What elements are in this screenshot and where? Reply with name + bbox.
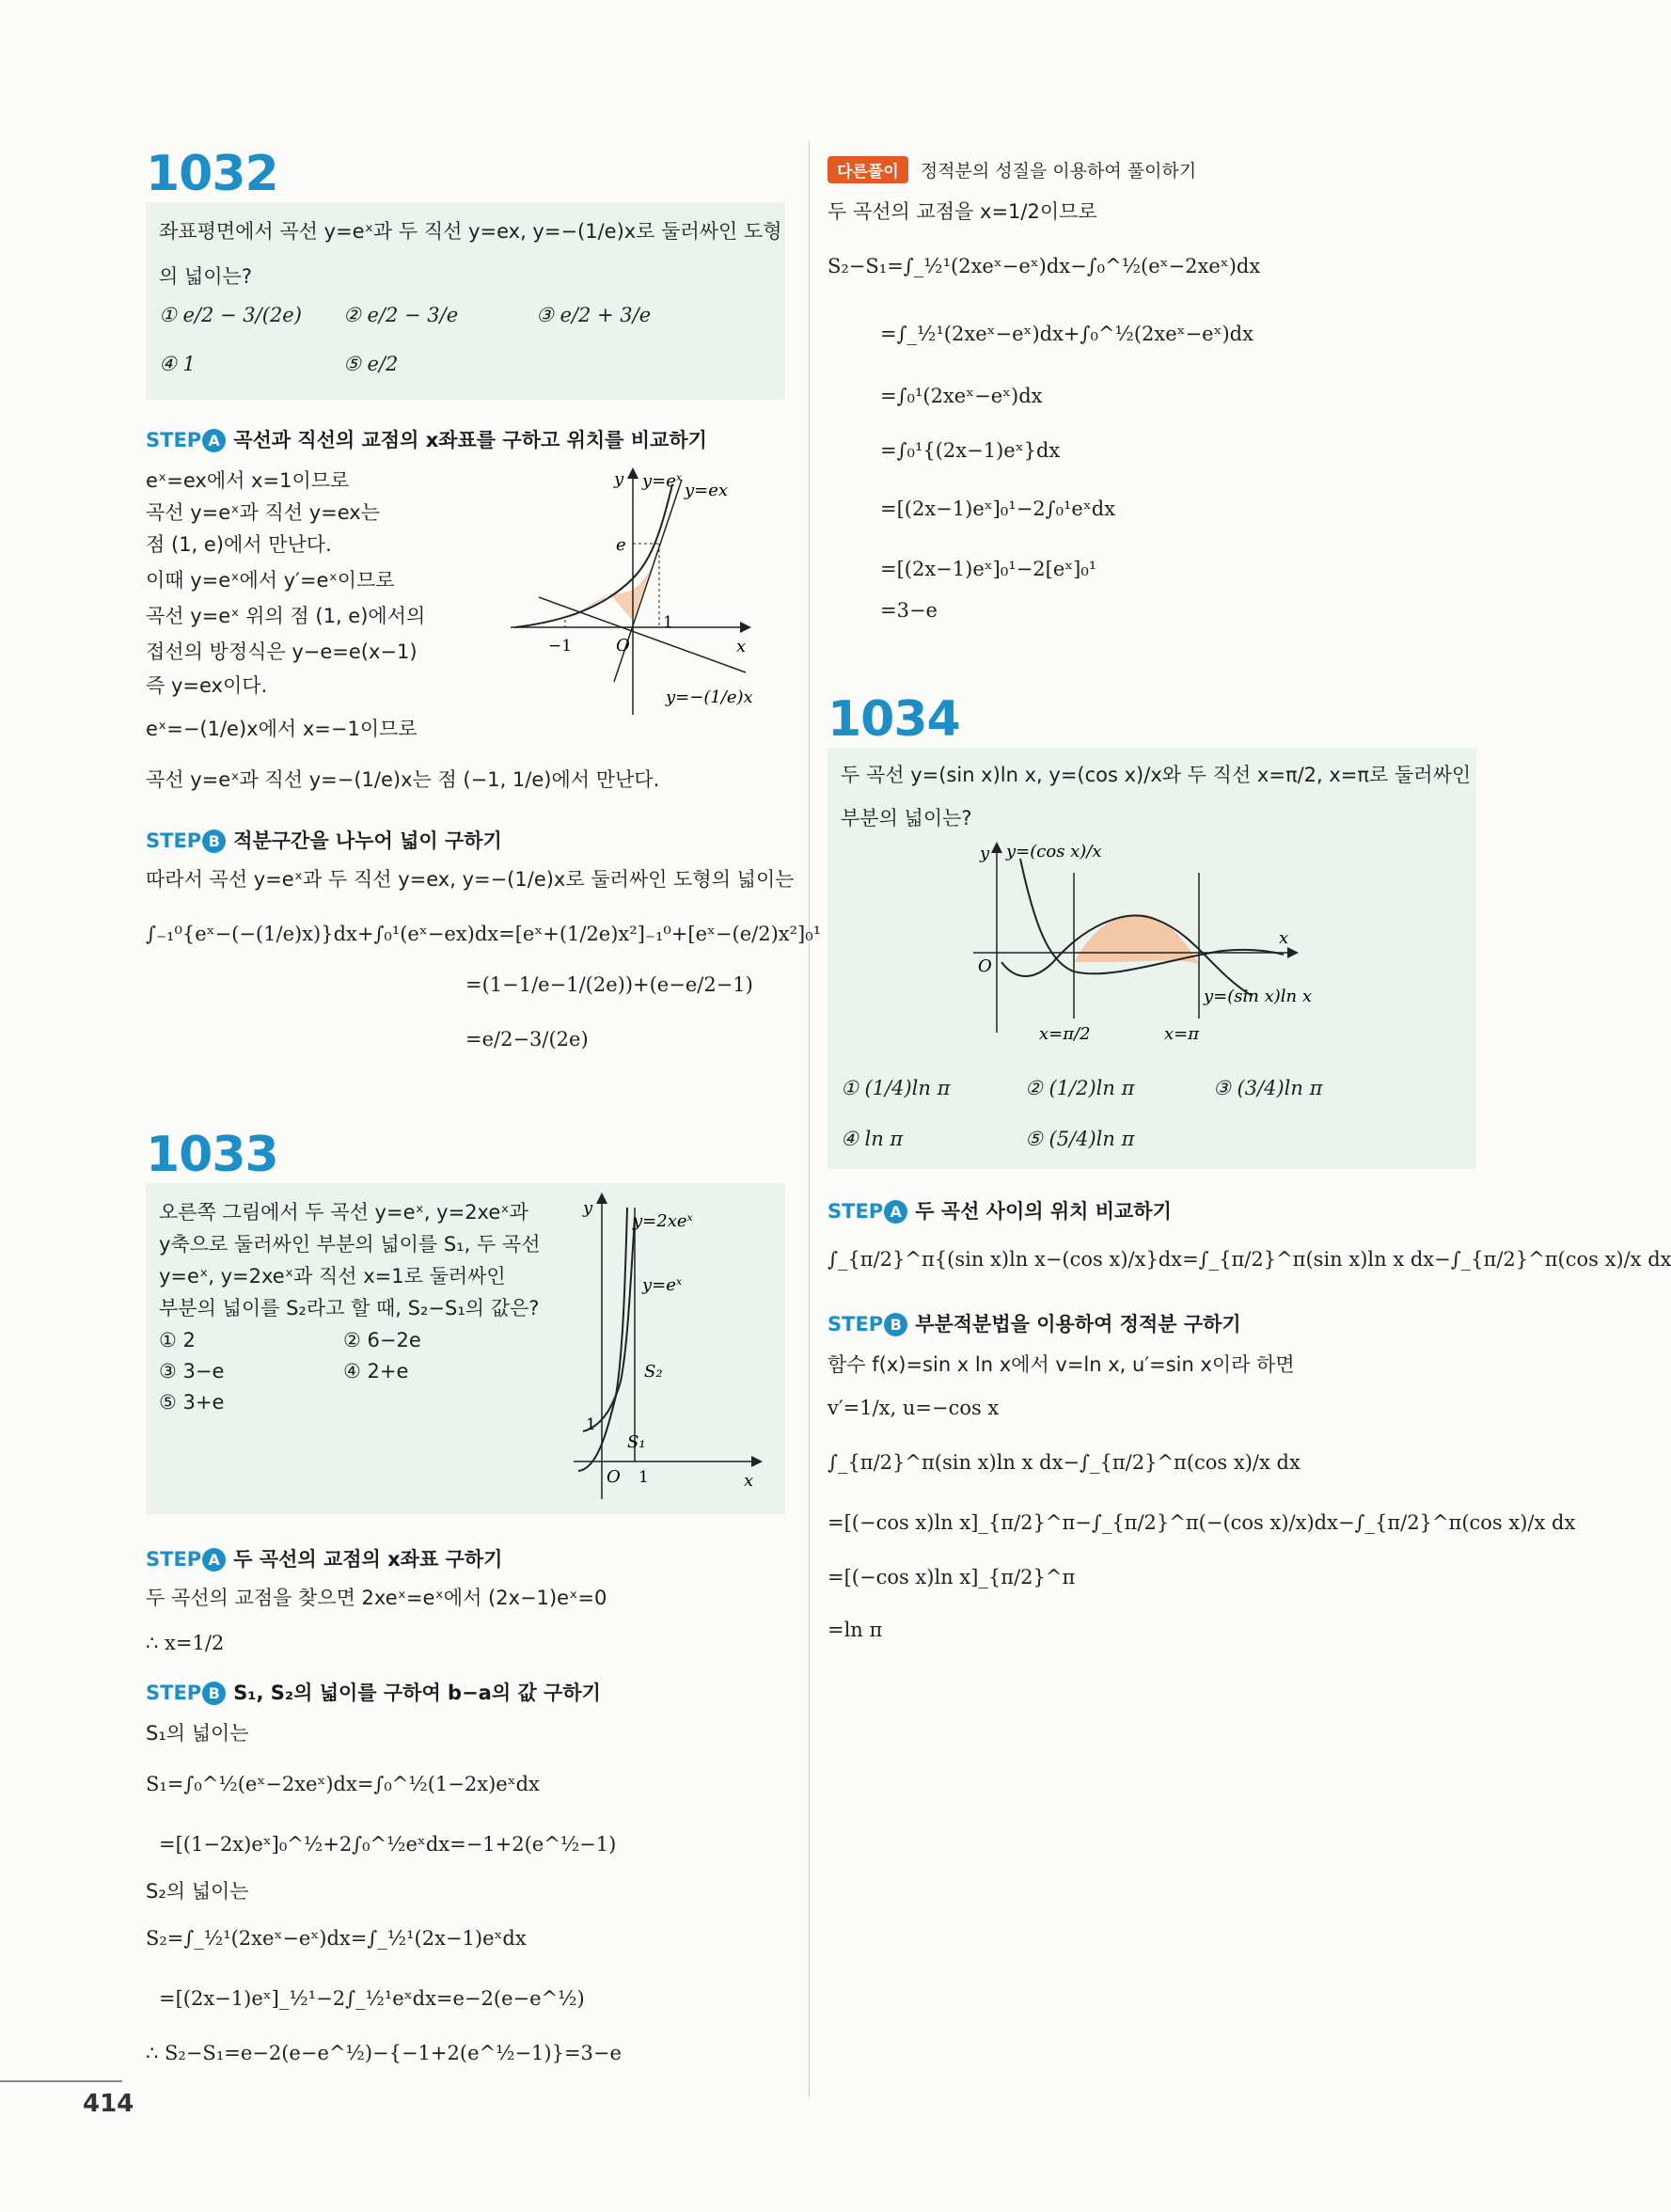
step-b-1032-line-2: ∫₋₁⁰{eˣ−(−(1/e)x)}dx+∫₀¹(eˣ−ex)dx=[eˣ+(1/2e)x²]₋₁⁰+[eˣ−(e/2)x²]₀¹: [146, 923, 822, 945]
curve1-label-1034: y=(cos x)/x: [1006, 842, 1102, 861]
step-a-1032-line-5: 곡선 y=eˣ 위의 점 (1, e)에서의: [146, 605, 426, 627]
option-1034-5[interactable]: ⑤ (5/4)ln π: [1025, 1128, 1135, 1150]
step-b-1032-label: STEP: [146, 830, 202, 852]
column-divider: [809, 141, 810, 2097]
step-a-1033-title: 두 곡선의 교점의 x좌표 구하기: [233, 1548, 503, 1571]
step-b-1033-line-5: S₂=∫_½¹(2xeˣ−eˣ)dx=∫_½¹(2x−1)eˣdx: [146, 1927, 527, 1950]
s1-label-1033: S₁: [627, 1432, 646, 1452]
step-a-1032-badge: A: [202, 429, 226, 452]
step-b-1033-line-1: S₁의 넓이는: [146, 1722, 249, 1745]
step-a-1032-line-4: 이때 y=eˣ에서 y′=eˣ이므로: [146, 569, 395, 592]
step-b-1033: [146, 1678, 601, 1706]
curve1-label-1033: y=2xeˣ: [633, 1211, 693, 1231]
option-1033-4[interactable]: ④ 2+e: [343, 1360, 409, 1382]
step-b-1033-badge: B: [202, 1682, 226, 1705]
question-1033-line4: 부분의 넓이를 S₂라고 할 때, S₂−S₁의 값은?: [159, 1297, 540, 1319]
step-b-1034-line-3: ∫_{π/2}^π(sin x)ln x dx−∫_{π/2}^π(cos x)/x dx: [828, 1451, 1301, 1474]
step-b-1034-line-4: =[(−cos x)ln x]_{π/2}^π−∫_{π/2}^π(−(cos x)/x)dx−∫_{π/2}^π(cos x)/x dx: [828, 1511, 1576, 1534]
option-1034-2[interactable]: ② (1/2)ln π: [1025, 1077, 1135, 1099]
one-x-1033: 1: [638, 1468, 649, 1487]
step-b-1033-line-6: =[(2x−1)eˣ]_½¹−2∫_½¹eˣdx=e−2(e−e^½): [159, 1987, 585, 2010]
step-a-1033-line-2: ∴ x=1/2: [146, 1632, 225, 1654]
e-tick-1032: e: [616, 535, 626, 555]
step-b-1033-line-3: =[(1−2x)eˣ]₀^½+2∫₀^½eˣdx=−1+2(e^½−1): [159, 1833, 617, 1856]
option-1032-3[interactable]: ③ e/2 + 3/e: [536, 304, 652, 326]
origin-1034: O: [978, 956, 992, 976]
alt-line-4: =∫₀¹(2xeˣ−eˣ)dx: [880, 385, 1043, 407]
step-b-1032-title: 적분구간을 나누어 넓이 구하기: [233, 830, 502, 852]
option-1034-3[interactable]: ③ (3/4)ln π: [1213, 1077, 1323, 1099]
origin-1032: O: [616, 636, 630, 656]
question-box-1032: [146, 202, 785, 400]
line2-label-1032: y=−(1/e)x: [666, 687, 753, 707]
step-a-1033-label: STEP: [146, 1548, 202, 1571]
step-a-1032-line-6: 접선의 방정식은 y−e=e(x−1): [146, 640, 418, 663]
y-label-1034: y: [980, 844, 990, 863]
step-a-1033: [146, 1544, 502, 1572]
option-1032-2[interactable]: ② e/2 − 3/e: [343, 304, 459, 326]
step-b-1032-line-3: =(1−1/e−1/(2e))+(e−e/2−1): [465, 973, 753, 996]
step-b-1034: [828, 1309, 1241, 1337]
step-b-1034-title: 부분적분법을 이용하여 정적분 구하기: [915, 1313, 1241, 1335]
step-b-1033-label: STEP: [146, 1682, 202, 1704]
step-b-1033-line-2: S₁=∫₀^½(eˣ−2xeˣ)dx=∫₀^½(1−2x)eˣdx: [146, 1773, 540, 1795]
problem-number-1032: 1032: [146, 146, 278, 202]
option-1033-2[interactable]: ② 6−2e: [343, 1329, 421, 1351]
footer-line: [0, 2080, 122, 2082]
step-b-1034-badge: B: [884, 1313, 907, 1336]
option-1034-4[interactable]: ④ ln π: [841, 1128, 904, 1150]
question-box-1034: [828, 748, 1476, 1169]
line-neg-1032: [539, 597, 746, 672]
step-b-1034-line-5: =[(−cos x)ln x]_{π/2}^π: [828, 1566, 1076, 1588]
step-a-1032-line-8: eˣ=−(1/e)x에서 x=−1이므로: [146, 718, 418, 740]
problem-number-1033: 1033: [146, 1127, 278, 1183]
step-b-1034-label: STEP: [828, 1313, 884, 1335]
step-a-1032-title: 곡선과 직선의 교점의 x좌표를 구하고 위치를 비교하기: [233, 429, 707, 451]
option-1032-5[interactable]: ⑤ e/2: [343, 353, 399, 375]
one-y-1033: 1: [586, 1415, 596, 1434]
shaded-region-1034: [1074, 914, 1199, 964]
graph-1033: [569, 1189, 776, 1509]
graph-1032: [511, 466, 755, 724]
x-label-1033: x: [744, 1471, 754, 1491]
curve2-label-1034: y=(sin x)ln x: [1204, 987, 1312, 1006]
xpi2-label-1034: x=π/2: [1039, 1024, 1091, 1044]
alt-solution-title: 정적분의 성질을 이용하여 풀이하기: [920, 161, 1197, 182]
option-1034-1[interactable]: ① (1/4)ln π: [841, 1077, 951, 1099]
graph-1034: [969, 840, 1312, 1047]
alt-line-8: =3−e: [880, 599, 938, 622]
step-a-1033-line-1: 두 곡선의 교점을 찾으면 2xeˣ=eˣ에서 (2x−1)eˣ=0: [146, 1587, 607, 1609]
step-a-1034-badge: A: [884, 1200, 907, 1224]
origin-1033: O: [607, 1467, 621, 1487]
step-a-1032-line-9: 곡선 y=eˣ과 직선 y=−(1/e)x는 점 (−1, 1/e)에서 만난다.: [146, 768, 660, 791]
option-1032-1[interactable]: ① e/2 − 3/(2e): [159, 304, 302, 326]
step-b-1033-line-4: S₂의 넓이는: [146, 1880, 249, 1903]
alt-line-5: =∫₀¹{(2x−1)eˣ}dx: [880, 439, 1061, 462]
step-a-1033-badge: A: [202, 1548, 226, 1572]
alt-solution-badge: 다른풀이: [828, 156, 908, 183]
step-a-1034-title: 두 곡선 사이의 위치 비교하기: [915, 1200, 1172, 1223]
curve2-label-1033: y=eˣ: [642, 1275, 683, 1295]
alt-line-2: S₂−S₁=∫_½¹(2xeˣ−eˣ)dx−∫₀^½(eˣ−2xeˣ)dx: [828, 255, 1261, 277]
step-a-1032-line-3: 점 (1, e)에서 만난다.: [146, 533, 332, 556]
step-b-1034-line-1: 함수 f(x)=sin x ln x에서 v=ln x, u′=sin x이라 하면: [828, 1353, 1295, 1376]
step-b-1033-title: S₁, S₂의 넓이를 구하여 b−a의 값 구하기: [233, 1682, 601, 1704]
curve-label-1032: y=eˣ: [642, 471, 683, 491]
step-a-1032-label: STEP: [146, 429, 202, 451]
question-1033-line2: y축으로 둘러싸인 부분의 넓이를 S₁, 두 곡선: [159, 1233, 541, 1256]
step-b-1034-line-6: =ln π: [828, 1619, 883, 1641]
step-a-1032-line-1: eˣ=ex에서 x=1이므로: [146, 469, 350, 492]
step-a-1032-line-7: 즉 y=ex이다.: [146, 674, 268, 697]
x-label-1032: x: [736, 637, 747, 656]
step-a-1034-line-1: ∫_{π/2}^π{(sin x)ln x−(cos x)/x}dx=∫_{π/2}^π(sin x)ln x dx−∫_{π/2}^π(cos x)/x dx: [828, 1248, 1671, 1271]
alt-solution-header: [828, 156, 1196, 183]
problem-number-1034: 1034: [828, 691, 960, 748]
step-a-1032-line-2: 곡선 y=eˣ과 직선 y=ex는: [146, 501, 381, 524]
step-a-1034-label: STEP: [828, 1200, 884, 1223]
x-label-1034: x: [1279, 928, 1289, 948]
step-a-1034: [828, 1196, 1172, 1224]
shaded-region-1032: [565, 544, 659, 621]
step-a-1032: [146, 425, 707, 453]
alt-line-3: =∫_½¹(2xeˣ−eˣ)dx+∫₀^½(2xeˣ−eˣ)dx: [880, 323, 1253, 345]
step-b-1032-line-4: =e/2−3/(2e): [465, 1028, 589, 1051]
step-b-1033-line-7: ∴ S₂−S₁=e−2(e−e^½)−{−1+2(e^½−1)}=3−e: [146, 2042, 622, 2064]
line1-label-1032: y=ex: [685, 481, 729, 500]
alt-line-6: =[(2x−1)eˣ]₀¹−2∫₀¹eˣdx: [880, 498, 1116, 520]
step-b-1034-line-2: v′=1/x, u=−cos x: [828, 1397, 1000, 1419]
question-1032-line1: 좌표평면에서 곡선 y=eˣ과 두 직선 y=ex, y=−(1/e)x로 둘러싸인 도형: [159, 220, 782, 243]
xpi-label-1034: x=π: [1164, 1024, 1200, 1044]
question-box-1033: [146, 1183, 785, 1514]
page-number: 414: [83, 2090, 134, 2118]
option-1032-4[interactable]: ④ 1: [159, 353, 196, 375]
question-1033-line1: 오른쪽 그림에서 두 곡선 y=eˣ, y=2xeˣ과: [159, 1201, 528, 1224]
alt-line-7: =[(2x−1)eˣ]₀¹−2[eˣ]₀¹: [880, 558, 1097, 580]
curve-ex-1032: [515, 484, 672, 627]
question-1034-line2: 부분의 넓이는?: [841, 807, 972, 830]
y-label-1032: y: [614, 469, 624, 489]
option-1033-1[interactable]: ① 2: [159, 1329, 196, 1351]
option-1033-3[interactable]: ③ 3−e: [159, 1360, 225, 1382]
option-1033-5[interactable]: ⑤ 3+e: [159, 1391, 225, 1414]
curve-ex-1033: [583, 1217, 635, 1431]
step-b-1032: [146, 826, 502, 854]
y-label-1033: y: [583, 1198, 593, 1218]
question-1032-line2: 의 넓이는?: [159, 265, 252, 288]
s2-label-1033: S₂: [644, 1362, 663, 1382]
one-tick-1032: 1: [663, 613, 673, 632]
question-1033-line3: y=eˣ, y=2xeˣ과 직선 x=1로 둘러싸인: [159, 1265, 506, 1288]
step-b-1032-line-1: 따라서 곡선 y=eˣ과 두 직선 y=ex, y=−(1/e)x로 둘러싸인 도형의 넓이는: [146, 868, 795, 891]
alt-line-1: 두 곡선의 교점을 x=1/2이므로: [828, 200, 1097, 223]
step-b-1032-badge: B: [202, 830, 226, 853]
neg-one-tick-1032: −1: [548, 637, 573, 656]
question-1034-line1: 두 곡선 y=(sin x)ln x, y=(cos x)/x와 두 직선 x=π/2, x=π로 둘러싸인: [841, 764, 1472, 786]
